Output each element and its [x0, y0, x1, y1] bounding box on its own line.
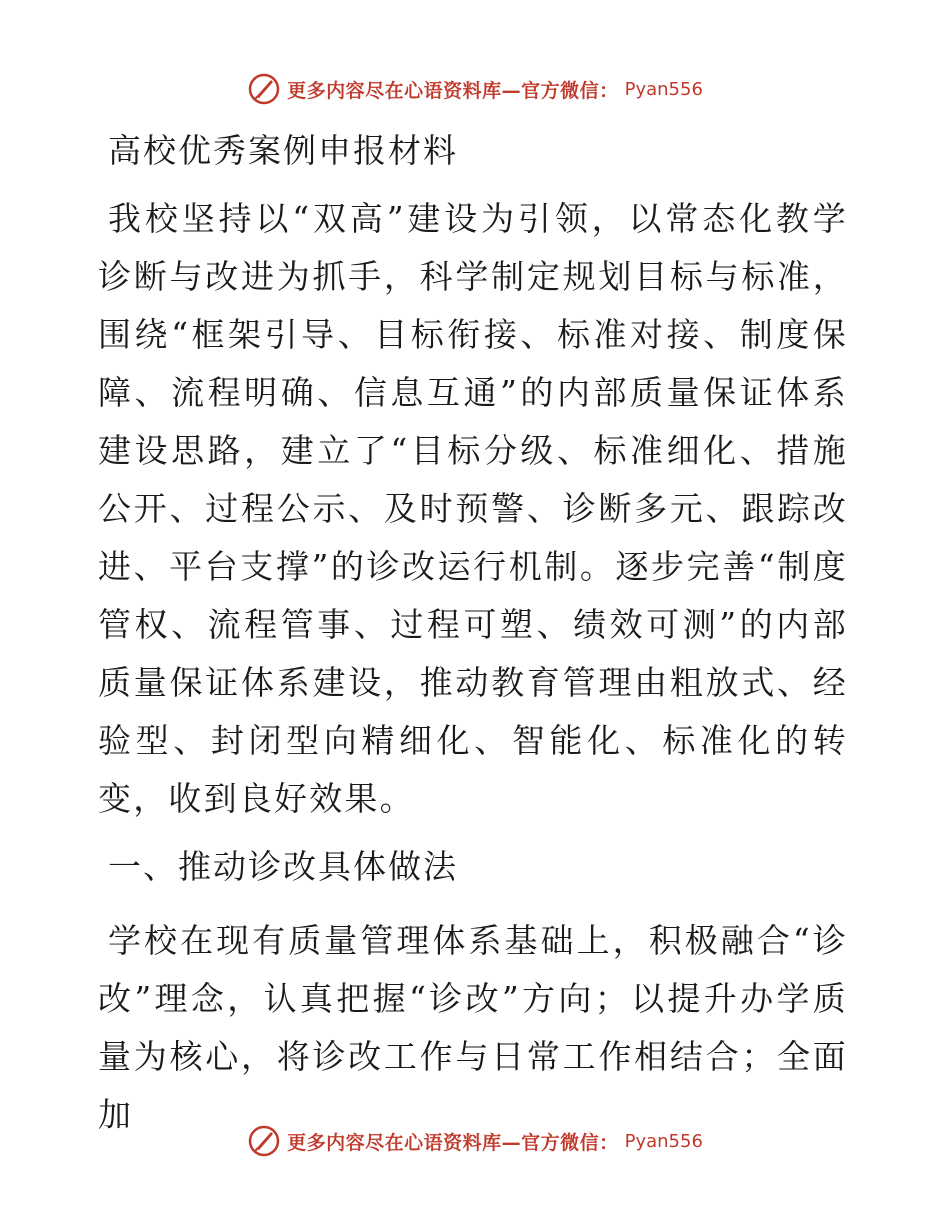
intro-paragraph: 我校坚持以“双高”建设为引领，以常态化教学诊断与改进为抓手，科学制定规划目标与标准，围绕“框架引导、目标衔接、标准对接、制度保障、流程明确、信息互通”的内部质量保证体系建设思路，建立了“目标分级、标准细化、措施公开、过程公示、及时预警、诊断多元、跟踪改进、平台支撑”的诊改运行机制。逐步完善“制度管权、流程管事、过程可塑、绩效可测”的内部质量保证体系建设，推动教育管理由粗放式、经验型、封闭型向精细化、智能化、标准化的转变，收到良好效果。: [98, 199, 848, 818]
header-watermark: [0, 72, 950, 106]
watermark-contact: Pyan556: [624, 1130, 703, 1152]
quill-logo-icon: [247, 1124, 281, 1158]
document-body: [98, 118, 848, 1144]
document-title: 高校优秀案例申报材料: [108, 131, 458, 170]
footer-watermark: [0, 1124, 950, 1158]
watermark-contact: Pyan556: [624, 78, 703, 100]
watermark-text: 更多内容尽在心语资料库—官方微信：: [287, 79, 619, 102]
quill-logo-icon: [247, 72, 281, 106]
section-paragraph: 学校在现有质量管理体系基础上，积极融合“诊改”理念，认真把握“诊改”方向；以提升办学质量为核心，将诊改工作与日常工作相结合；全面加: [98, 921, 848, 1134]
watermark-text: 更多内容尽在心语资料库—官方微信：: [287, 1131, 619, 1154]
section-heading: 一、推动诊改具体做法: [108, 847, 458, 886]
